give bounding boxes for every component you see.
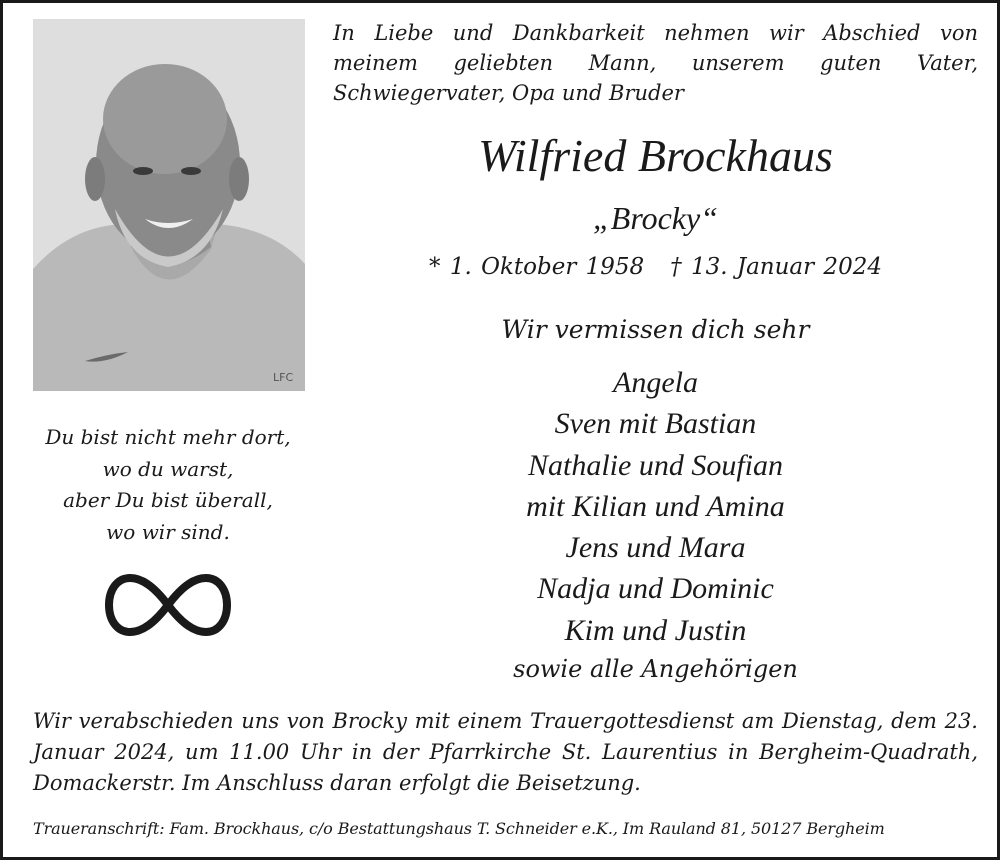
birth-date: * 1. Oktober 1958 bbox=[429, 254, 645, 280]
svg-text:LFC: LFC bbox=[273, 371, 294, 384]
poem-line: aber Du bist überall, bbox=[63, 488, 273, 512]
family-member: Angela bbox=[613, 366, 698, 399]
portrait-photo bbox=[33, 19, 305, 391]
death-date: † 13. Januar 2024 bbox=[670, 254, 882, 280]
infinity-icon bbox=[103, 570, 233, 640]
family-member: Kim und Justin bbox=[564, 613, 747, 647]
family-member: Jens und Mara bbox=[565, 531, 746, 565]
poem-line: wo du warst, bbox=[102, 456, 234, 481]
life-dates bbox=[333, 250, 978, 284]
relatives-line: sowie alle Angehörigen bbox=[513, 655, 798, 683]
family-member: Nathalie und Soufian bbox=[528, 448, 783, 482]
portrait-illustration bbox=[33, 19, 305, 391]
mourning-address: Traueranschrift: Fam. Brockhaus, c/o Bestattungshaus T. Schneider e.K., Im Rauland 81, 50127 Bergheim bbox=[33, 819, 885, 838]
miss-line: Wir vermissen dich sehr bbox=[501, 315, 810, 344]
deceased-name: Wilfried Brockhaus bbox=[478, 130, 833, 181]
service-announcement: Wir verabschieden uns von Brocky mit einem Trauergottesdienst am Dienstag, dem 23. Januar 2024, um 11.00 Uhr in der Pfarrkirche St. Laurentius in Bergheim-Quadrath, Domackerstr. Im Anschluss daran erfolgt die Beisetzung. bbox=[33, 709, 978, 795]
family-member: Nadja und Dominic bbox=[537, 572, 774, 606]
poem-line: wo wir sind. bbox=[106, 519, 230, 544]
poem bbox=[18, 422, 318, 548]
deceased-nickname: „Brocky“ bbox=[592, 200, 718, 236]
family-list bbox=[333, 362, 978, 651]
family-member: mit Kilian und Amina bbox=[526, 489, 785, 523]
family-member: Sven mit Bastian bbox=[554, 407, 757, 441]
poem-line: Du bist nicht mehr dort, bbox=[45, 425, 291, 449]
intro-text: In Liebe und Dankbarkeit nehmen wir Abschied von meinem geliebten Mann, unserem guten Vater, Schwiegervater, Opa und Bruder bbox=[333, 21, 978, 105]
